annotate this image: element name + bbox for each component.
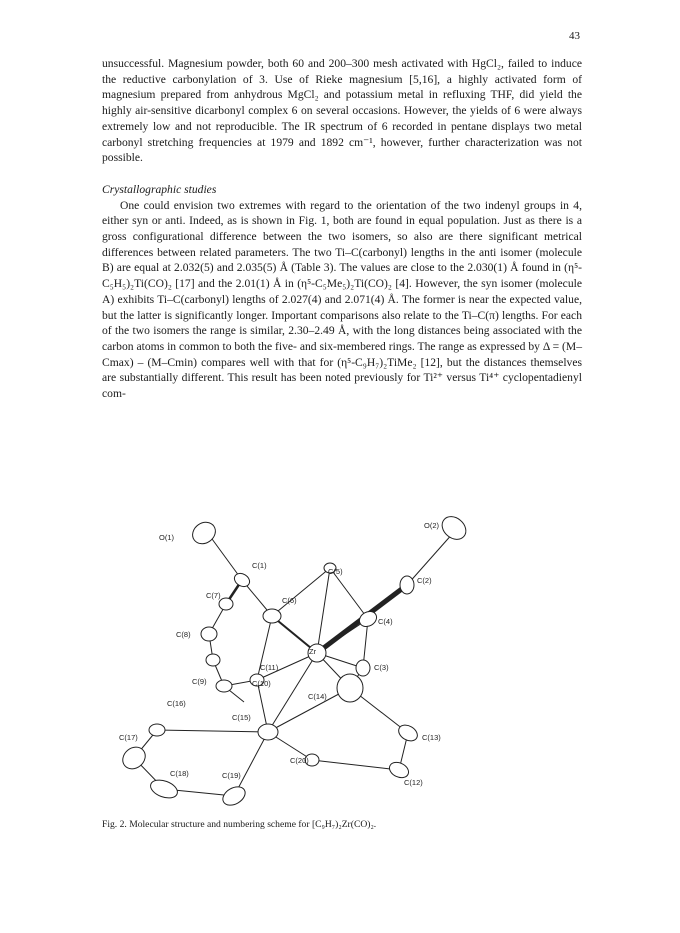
atom-label-c18: C(18) bbox=[170, 769, 189, 778]
atom-label-c6: C(6) bbox=[282, 596, 297, 605]
paragraph-2: One could envision two extremes with regard to the orientation of the two indenyl groups in 4, either syn or anti. Indeed, as is shown in Fig. 1, both are found in equal population. Just as there is a gross configurational difference between the two isomers, so also are there significant metrical differences between related parameters. The two Ti–C(carbonyl) lengths in the anti isomer (molecule B) are equal at 2.032(5) and 2.035(5) Å (Table 3). The values are close to the 2.030(1) Å found in (η⁵-C₅H₅)₂Ti(CO)₂ [17] and the 2.01(1) Å in (η⁵-C₅Me₅)₂Ti(CO)₂ [4]. However, the syn isomer (molecule A) exhibits Ti–C(carbonyl) lengths of 2.027(4) and 2.071(4) Å. The former is near the expected value, but the latter is significantly longer. Important comparisons also relate to the Ti–C(π) lengths. For each of the two isomers the range is similar, 2.30–2.49 Å, with the long distances being associated with the carbon atoms in common to both the five- and six-membered rings. The range as expressed by Δ = (M–Cmax) – (M–Cmin) compares well with that for (η⁵-C₉H₇)₂TiMe₂ [12], but the distances themselves are substantially different. This result has been noted previously for Ti²⁺ versus Ti⁴⁺ cyclopentadienyl com- bbox=[102, 198, 582, 401]
ortep-diagram bbox=[112, 508, 572, 813]
atom-label-c9: C(9) bbox=[192, 677, 207, 686]
atom-label-c7: C(7) bbox=[206, 591, 221, 600]
atom-label-c16: C(16) bbox=[167, 699, 186, 708]
body-text bbox=[102, 56, 582, 402]
page-number: 43 bbox=[569, 30, 580, 42]
atom-label-c17: C(17) bbox=[119, 733, 138, 742]
atom-label-c12: C(12) bbox=[404, 778, 423, 787]
atom-label-c11: C(11) bbox=[260, 663, 279, 672]
section-heading: Crystallographic studies bbox=[102, 182, 217, 196]
atom-label-o1: O(1) bbox=[159, 533, 174, 542]
atom-label-c20: C(20) bbox=[290, 756, 309, 765]
molecular-structure-figure bbox=[112, 508, 572, 813]
atom-label-c19: C(19) bbox=[222, 771, 241, 780]
atom-label-c14: C(14) bbox=[308, 692, 327, 701]
atom-label-o2: O(2) bbox=[424, 521, 439, 530]
atom-label-c3: C(3) bbox=[374, 663, 389, 672]
figure-caption: Fig. 2. Molecular structure and numbering scheme for [C₉H₇)₂Zr(CO)₂. bbox=[102, 819, 377, 830]
atom-label-c8: C(8) bbox=[176, 630, 191, 639]
atom-label-c10: C(10) bbox=[252, 679, 271, 688]
atom-label-c13: C(13) bbox=[422, 733, 441, 742]
atom-label-c4: C(4) bbox=[378, 617, 393, 626]
atom-label-c15: C(15) bbox=[232, 713, 251, 722]
paragraph-1: unsuccessful. Magnesium powder, both 60 and 200–300 mesh activated with HgCl₂, failed to induce the reductive carbonylation of 3. Use of Rieke magnesium [5,16], a highly activated form of magnesium prepared from anhydrous MgCl₂ and potassium metal in refluxing THF, did yield the highly air-sensitive dicarbonyl complex 6 on several occasions. However, the yields of 6 were always extremely low and not reproducible. The IR spectrum of 6 recorded in pentane displays two metal carbonyl stretching frequencies at 1979 and 1892 cm⁻¹, however, further characterization was not possible. bbox=[102, 57, 582, 165]
atom-label-c5: C(5) bbox=[328, 567, 343, 576]
atom-label-c1: C(1) bbox=[252, 561, 267, 570]
atom-label-c2: C(2) bbox=[417, 576, 432, 585]
atom-label-zr: Zr bbox=[309, 647, 317, 656]
